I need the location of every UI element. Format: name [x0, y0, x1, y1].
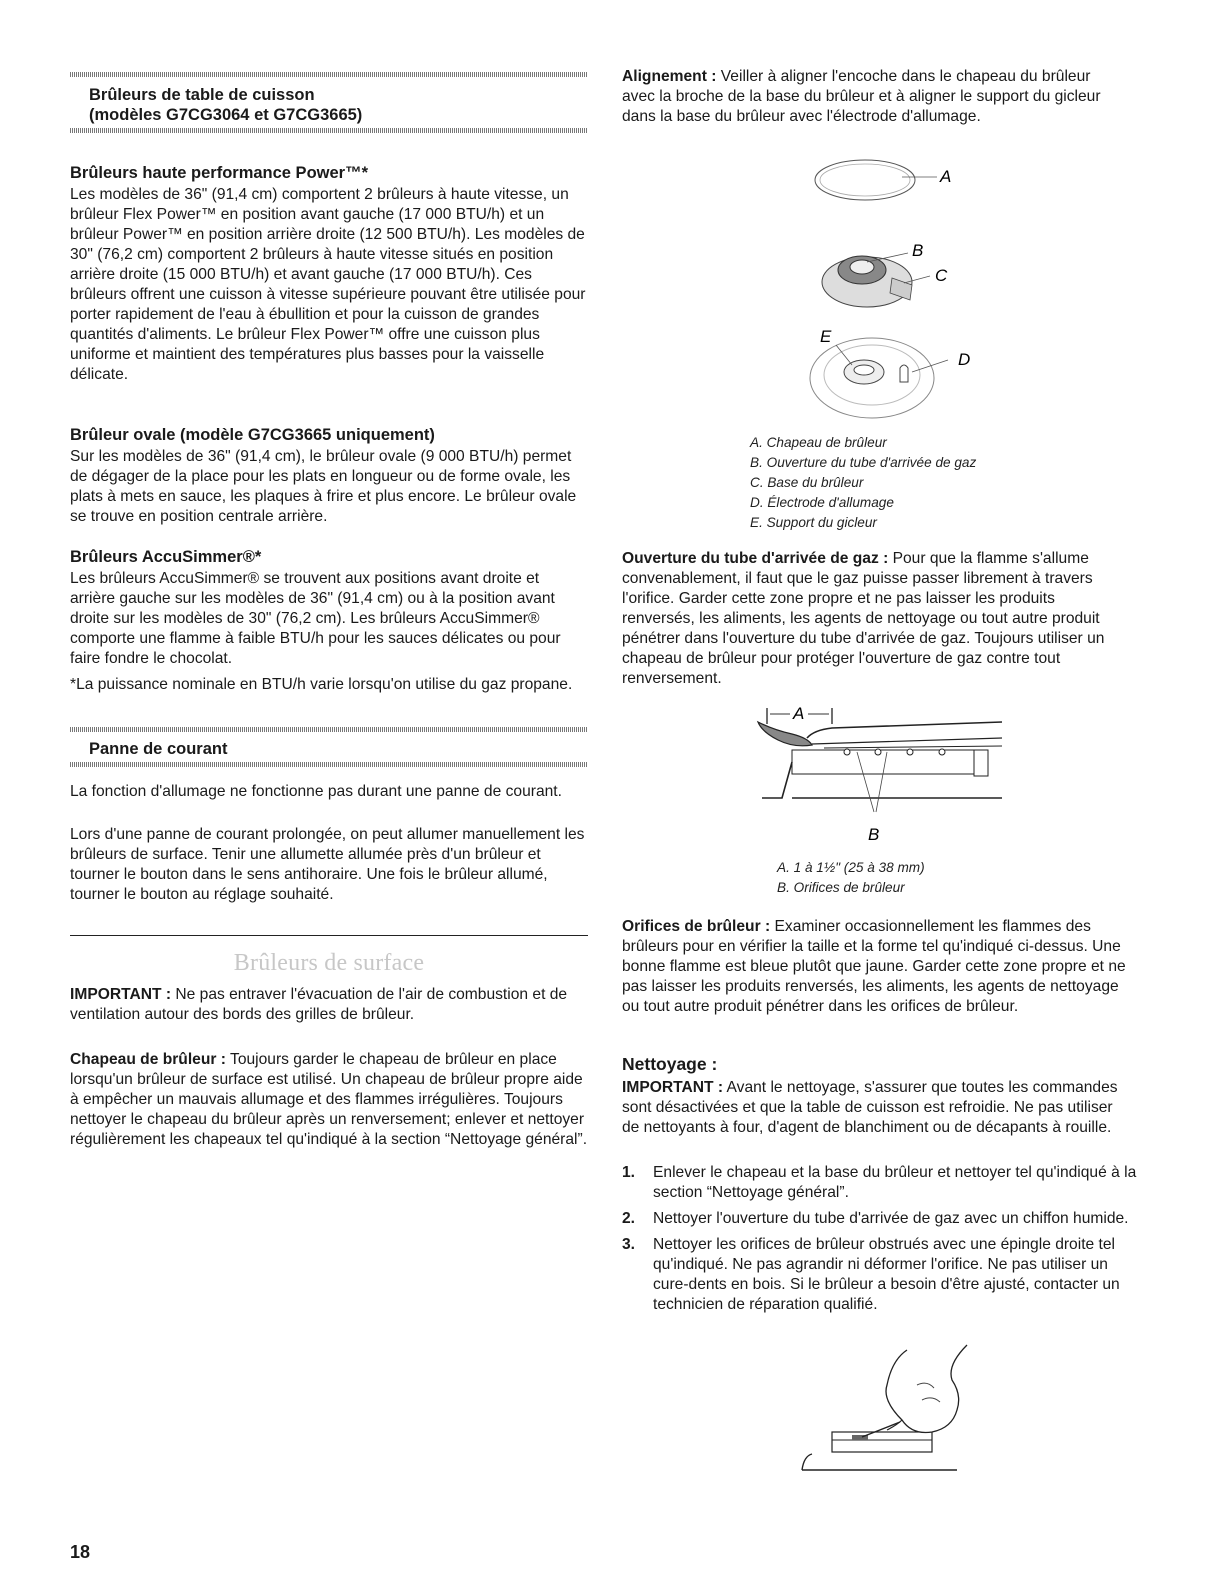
heading-line-1: Brûleurs de table de cuisson — [89, 86, 315, 104]
oval-body: Sur les modèles de 36" (91,4 cm), le brûleur ovale (9 000 BTU/h) permet de dégager de la place pour les plats en longueur ou de forme ovale, les plats à mets en sauce, les plaques à frire et plus encore. Le brûleur ovale se trouve en position centrale arrière. — [70, 448, 577, 525]
cleaning-pin-figure — [792, 1340, 982, 1480]
step-2 — [622, 1209, 1140, 1229]
page-number: 18 — [70, 1542, 91, 1562]
caption-e: E. Support du gicleur — [750, 515, 877, 530]
section-divider — [70, 72, 588, 77]
section-divider — [70, 128, 588, 133]
label-b: B — [912, 241, 924, 260]
step-num: 3. — [622, 1236, 636, 1253]
flame-figure — [752, 700, 1012, 850]
section-heading — [89, 85, 362, 125]
step-text: Nettoyer l'ouverture du tube d'arrivée de gaz avec un chiffon humide. — [653, 1210, 1129, 1227]
heading-line-2: (modèles G7CG3064 et G7CG3665) — [89, 106, 363, 124]
flame-label-b: B — [868, 825, 880, 844]
panne-p2: Lors d'une panne de courant prolongée, on peut allumer manuellement les brûleurs de surface. Tenir une allumette allumée près d'un brûleur et tourner le bouton dans le sens antihoraire. Une fois le brûleur allumé, tourner le bouton au réglage souhaité. — [70, 826, 585, 903]
important-text: Ne pas entraver l'évacuation de l'air de combustion et de ventilation autour des bords des grilles de brûleur. — [70, 986, 568, 1023]
accu-body: Les brûleurs AccuSimmer® se trouvent aux positions avant droite et arrière gauche sur les modèles de 36" (91,4 cm) ou à la position avant droite sur les modèles de 30" (76,2 cm). Les brûleurs AccuSimmer® comporte une flamme à faible BTU/h pour les sauces délicates ou pour faire fondre le chocolat. — [70, 570, 561, 667]
alignement-label: Alignement : — [622, 68, 717, 85]
footnote: *La puissance nominale en BTU/h varie lorsqu'on utilise du gaz propane. — [70, 676, 573, 693]
caption-b: B. Ouverture du tube d'arrivée de gaz — [750, 455, 977, 470]
figure2-captions — [777, 858, 925, 898]
step-text: Enlever le chapeau et la base du brûleur et nettoyer tel qu'indiqué à la section “Nettoyage général”. — [653, 1164, 1137, 1201]
cleaning-steps — [622, 1163, 1140, 1321]
figure1-captions — [750, 433, 976, 533]
power-body: Les modèles de 36" (91,4 cm) comportent 2 brûleurs à haute vitesse, un brûleur Flex Power™ en position avant gauche (17 000 BTU/h) et un brûleur Power™ en position arrière droite (12 500 BTU/h). Les modèles de 30" (76,2 cm) comportent 2 brûleurs à haute vitesse situés en position arrière droite (15 000 BTU/h) et avant gauche (17 000 BTU/h). Ces brûleurs offrent une cuisson à vitesse supérieure pouvant être utilisée pour porter rapidement de l'eau à ébullition et pour la cuisson de grandes quantités d'aliments. Le brûleur Flex Power™ offre une cuisson plus uniforme et maintient des températures plus basses pour la vaisselle délicate. — [70, 186, 586, 383]
flame-label-a: A — [793, 704, 805, 723]
caption-c: C. Base du brûleur — [750, 475, 864, 490]
power-heading: Brûleurs haute performance Power™* — [70, 164, 368, 182]
nettoyage-important — [622, 1078, 1127, 1138]
oval-heading: Brûleur ovale (modèle G7CG3665 uniquement) — [70, 426, 435, 444]
label-a: A — [940, 167, 952, 186]
panne-p1: La fonction d'allumage ne fonctionne pas durant une panne de courant. — [70, 783, 562, 800]
label-c: C — [935, 266, 948, 285]
accu-heading: Brûleurs AccuSimmer®* — [70, 548, 262, 566]
chapeau-text: Toujours garder le chapeau de brûleur en place lorsqu'un brûleur de surface est utilisé. Un chapeau de brûleur propre aide à empêcher un mauvais allumage et des flammes irrégulières. Toujours nettoyer le chapeau du brûleur après un renversement; enlever et nettoyer régulièrement les chapeaux tel qu'indiqué à la section “Nettoyage général”. — [70, 1051, 588, 1148]
step-1 — [622, 1163, 1140, 1203]
ouverture-text: Pour que la flamme s'allume convenablement, il faut que le gaz puisse passer librement à travers l'orifice. Garder cette zone propre et ne pas laisser les produits renversés, les aliments, les agents de nettoyage ou tout autre produit pénétrer dans l'ouverture du tube d'arrivée de gaz. Toujours utiliser un chapeau de brûleur pour protéger l'ouverture de gaz contre tout renversement. — [622, 550, 1105, 687]
chapeau-paragraph — [70, 1050, 588, 1150]
label-e: E — [820, 327, 832, 346]
nettoyage-heading: Nettoyage : — [622, 1054, 718, 1074]
alignement-text: Veiller à aligner l'encoche dans le chapeau du brûleur avec la broche de la base du brûleur et à aligner le support du gicleur dans la base du brûleur avec l'électrode d'allumage. — [622, 68, 1101, 125]
burner-cap-shape — [815, 160, 915, 200]
caption-orifices: B. Orifices de brûleur — [777, 880, 905, 895]
section-divider — [70, 727, 588, 732]
caption-a: A. Chapeau de brûleur — [750, 435, 887, 450]
nettoyage-important-label: IMPORTANT : — [622, 1079, 724, 1096]
chapeau-label: Chapeau de brûleur : — [70, 1051, 226, 1068]
ouverture-label: Ouverture du tube d'arrivée de gaz : — [622, 550, 889, 567]
label-d: D — [958, 350, 971, 369]
nettoyage-important-text: Avant le nettoyage, s'assurer que toutes les commandes sont désactivées et que la table de cuisson est refroidie. Ne pas utiliser de nettoyants à four, d'agent de blanchiment ou de décapants à rouille. — [622, 1079, 1118, 1136]
section-rule — [70, 935, 588, 936]
caption-d: D. Électrode d'allumage — [750, 495, 894, 510]
important-label: IMPORTANT : — [70, 986, 172, 1003]
step-num: 2. — [622, 1210, 636, 1227]
surface-important — [70, 985, 588, 1025]
ouverture-paragraph — [622, 549, 1132, 689]
burner-exploded-figure — [772, 150, 972, 430]
orifices-label: Orifices de brûleur : — [622, 918, 771, 935]
step-num: 1. — [622, 1164, 636, 1181]
section-divider — [70, 762, 588, 767]
orifices-paragraph — [622, 917, 1132, 1017]
hand-shape — [886, 1345, 967, 1433]
flame-shape — [758, 722, 812, 746]
surface-title: Brûleurs de surface — [233, 950, 425, 976]
alignement-paragraph — [622, 67, 1122, 127]
step-text: Nettoyer les orifices de brûleur obstrués avec une épingle droite tel qu'indiqué. Ne pas agrandir ni déformer l'orifice. Ne pas utiliser un cure-dents en bois. Si le brûleur a besoin d'être ajusté, contacter un technicien de réparation qualifié. — [653, 1236, 1120, 1313]
caption-dist: A. 1 à 1½" (25 à 38 mm) — [777, 860, 925, 875]
step-3 — [622, 1235, 1140, 1315]
panne-heading: Panne de courant — [89, 740, 228, 758]
orifices-text: Examiner occasionnellement les flammes des brûleurs pour en vérifier la taille et la forme tel qu'indiqué ci-dessus. Une bonne flamme est bleue plutôt que jaune. Garder cette zone propre et ne pas laisser les produits renversés, les aliments, les agents de nettoyage ou tout autre produit pénétrer dans les orifices de brûleur. — [622, 918, 1126, 1015]
